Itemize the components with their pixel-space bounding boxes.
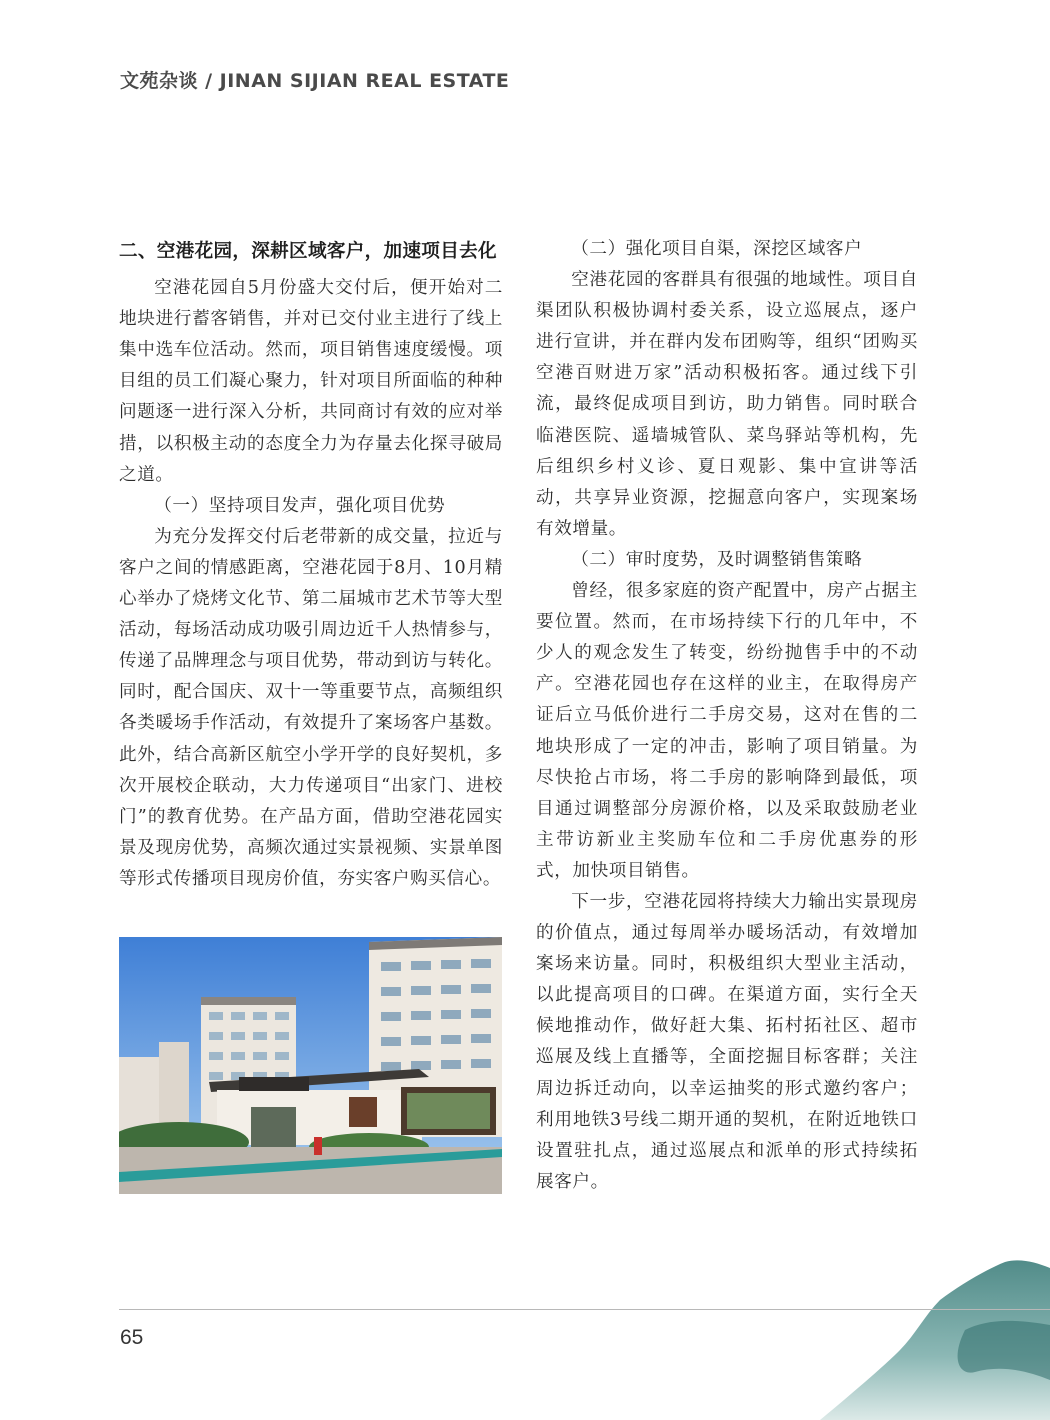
right-column	[536, 234, 918, 1198]
footer-rule	[119, 1309, 1050, 1310]
section-heading: 二、空港花园，深耕区域客户，加速项目去化	[119, 241, 497, 262]
subheading-3: （二）审时度势，及时调整销售策略	[571, 549, 863, 570]
running-header: 文苑杂谈 / JINAN SIJIAN REAL ESTATE	[120, 70, 510, 92]
project-photo	[119, 937, 502, 1194]
subheading-1: （一）坚持项目发声，强化项目优势	[154, 495, 446, 516]
paragraph-channels: 空港花园的客群具有很强的地域性。项目自渠团队积极协调村委关系，设立巡展点，逐户进行宣讲，并在群内发布团购等，组织“团购买空港百财进万家”活动积极拓客。通过线下引流，最终促成项目到访，助力销售。同时联合临港医院、遥墙城管队、菜鸟驿站等机构，先后组织乡村义诊、夏日观影、集中宣讲等活动，共享异业资源，挖掘意向客户，实现案场有效增量。	[536, 270, 918, 539]
left-column	[119, 234, 503, 895]
paragraph-events: 为充分发挥交付后老带新的成交量，拉近与客户之间的情感距离，空港花园于8月、10月精心举办了烧烤文化节、第二届城市艺术节等大型活动，每场活动成功吸引周边近千人热情参与，传递了品牌理念与项目优势，带动到访与转化。同时，配合国庆、双十一等重要节点，高频组织各类暖场手作活动，有效提升了案场客户基数。此外，结合高新区航空小学开学的良好契机，多次开展校企联动，大力传递项目“出家门、进校门”的教育优势。在产品方面，借助空港花园实景及现房优势，高频次通过实景视频、实景单图等形式传播项目现房价值，夯实客户购买信心。	[119, 526, 503, 889]
paragraph-strategy: 曾经，很多家庭的资产配置中，房产占据主要位置。然而，在市场持续下行的几年中，不少人的观念发生了转变，纷纷抛售手中的不动产。空港花园也存在这样的业主，在取得房产证后立马低价进行二手房交易，这对在售的二地块形成了一定的冲击，影响了项目销量。为尽快抢占市场，将二手房的影响降到最低，项目通过调整部分房源价格，以及采取鼓励老业主带访新业主奖励车位和二手房优惠券的形式，加快项目销售。	[536, 581, 918, 881]
paragraph-intro: 空港花园自5月份盛大交付后，便开始对二地块进行蓄客销售，并对已交付业主进行了线上集中选车位活动。然而，项目销售速度缓慢。项目组的员工们凝心聚力，针对项目所面临的种种问题逐一进行深入分析，共同商讨有效的应对举措，以积极主动的态度全力为存量去化探寻破局之道。	[119, 278, 503, 485]
subheading-2: （二）强化项目自渠，深挖区域客户	[571, 239, 863, 259]
paragraph-next-steps: 下一步，空港花园将持续大力输出实景现房的价值点，通过每周举办暖场活动，有效增加案场来访量。同时，积极组织大型业主活动，以此提高项目的口碑。在渠道方面，实行全天候地推动作，做好赶大集、拓村拓社区、超市巡展及线上直播等，全面挖掘目标客群；关注周边拆迁动向，以幸运抽奖的形式邀约客户；利用地铁3号线二期开通的契机，在附近地铁口设置驻扎点，通过巡展点和派单的形式持续拓展客户。	[536, 891, 918, 1192]
page-number: 65	[120, 1326, 144, 1349]
